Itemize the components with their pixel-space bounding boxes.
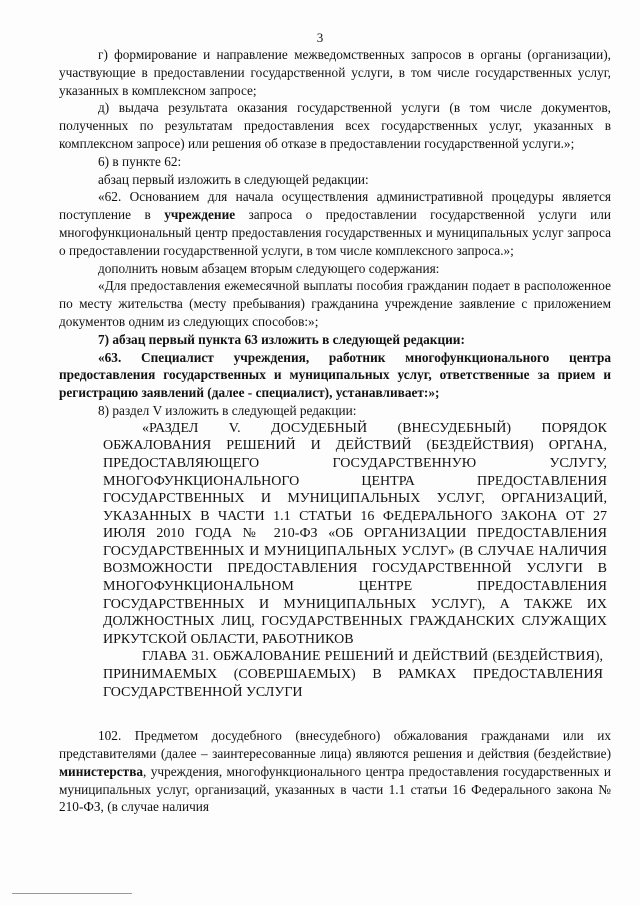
point-102-text-c: , учреждения, многофункционального центра предоставления государственных и муниципальных услуг, организаций, указанных в части 1.1 статьи 16 Федерального закона № 210-ФЗ, (в случае наличия [59, 763, 611, 815]
section-v-heading: «РАЗДЕЛ V. ДОСУДЕБНЫЙ (ВНЕСУДЕБНЫЙ) ПОРЯДОК ОБЖАЛОВАНИЯ РЕШЕНИЙ И ДЕЙСТВИЙ (БЕЗДЕЙСТВИЯ) ОРГАНА, ПРЕДОСТАВЛЯЮЩЕГО ГОСУДАРСТВЕННУЮ УСЛУГУ, МНОГОФУНКЦИОНАЛЬНОГО ЦЕНТРА ПРЕДОСТАВЛЕНИЯ ГОСУДАРСТВЕННЫХ И МУНИЦИПАЛЬНЫХ УСЛУГ, ОРГАНИЗАЦИЙ, УКАЗАННЫХ В ЧАСТИ 1.1 СТАТЬИ 16 ФЕДЕРАЛЬНОГО ЗАКОНА ОТ 27 ИЮЛЯ 2010 ГОДА № 210-ФЗ «ОБ ОРГАНИЗАЦИИ ПРЕДОСТАВЛЕНИЯ ГОСУДАРСТВЕННЫХ И МУНИЦИПАЛЬНЫХ УСЛУГ» (В СЛУЧАЕ НАЛИЧИЯ ВОЗМОЖНОСТИ ПРЕДОСТАВЛЕНИЯ ГОСУДАРСТВЕННОЙ УСЛУГИ В МНОГОФУНКЦИОНАЛЬНОМ ЦЕНТРЕ ПРЕДОСТАВЛЕНИЯ ГОСУДАРСТВЕННЫХ И МУНИЦИПАЛЬНЫХ УСЛУГ), А ТАКЖЕ ИХ ДОЛЖНОСТНЫХ ЛИЦ, ГОСУДАРСТВЕННЫХ ГРАЖДАНСКИХ СЛУЖАЩИХ ИРКУТСКОЙ ОБЛАСТИ, РАБОТНИКОВ [103, 420, 607, 647]
chapter-31-heading: ГЛАВА 31. ОБЖАЛОВАНИЕ РЕШЕНИЙ И ДЕЙСТВИЙ (БЕЗДЕЙСТВИЯ), ПРИНИМАЕМЫХ (СОВЕРШАЕМЫХ) В РАМКАХ ПРЕДОСТАВЛЕНИЯ ГОСУДАРСТВЕННОЙ УСЛУГИ [103, 649, 603, 700]
paragraph-subitem-d: д) выдача результата оказания государственной услуги (в том числе документов, полученных по результатам предоставления всех государственных услуг, указанных в комплексном запросе) или решения об отказе в предоставлении государственной услуги.»; [59, 100, 611, 151]
paragraph-instruction-2: дополнить новым абзацем вторым следующего содержания: [98, 260, 440, 276]
paragraph-subitem-g: г) формирование и направление межведомственных запросов в органы (организации), участвующие в предоставлении государственной услуги, в том числе государственных услуг, указанных в комплексном запросе; [59, 47, 611, 98]
point-62-text-a: «62. Основанием для начала осуществления административной процедуры является поступление в [59, 189, 611, 223]
footer-rule [12, 893, 132, 894]
document-body [59, 46, 611, 816]
page-number: 3 [316, 30, 324, 45]
paragraph-item-8: 8) раздел V изложить в следующей редакции: [98, 402, 357, 418]
paragraph-item-6: 6) в пункте 62: [98, 153, 182, 169]
paragraph-point-62 [59, 188, 611, 259]
paragraph-point-102 [59, 727, 611, 816]
point-102-bold-term: министерства [59, 763, 144, 779]
paragraph-item-7: 7) абзац первый пункта 63 изложить в следующей редакции: [98, 331, 465, 347]
point-62-bold-term: учреждение [164, 207, 236, 223]
point-62-text-c: запроса о предоставлении государственной услуги или многофункциональный центр предоставления государственных и муниципальных услуг запроса о предоставлении государственной услуги, в том числе комплексного запроса.»; [59, 207, 612, 258]
paragraph-new-abzac: «Для предоставления ежемесячной выплаты пособия гражданин подает в расположенное по месту жительства (месту пребывания) гражданина учреждение заявление с приложением документов одним из следующих способов:»; [59, 278, 611, 329]
paragraph-point-63: «63. Специалист учреждения, работник многофункционального центра предоставления государственных и муниципальных услуг, ответственные за прием и регистрацию заявлений (далее - специалист), устанавливает:»; [59, 349, 611, 401]
spacer [59, 701, 611, 727]
paragraph-instruction-1: абзац первый изложить в следующей редакции: [98, 171, 369, 187]
point-102-text-a: 102. Предметом досудебного (внесудебного) обжалования гражданами или их представителями (далее – заинтересованные лица) являются решения и действия (бездействие) [59, 728, 611, 762]
